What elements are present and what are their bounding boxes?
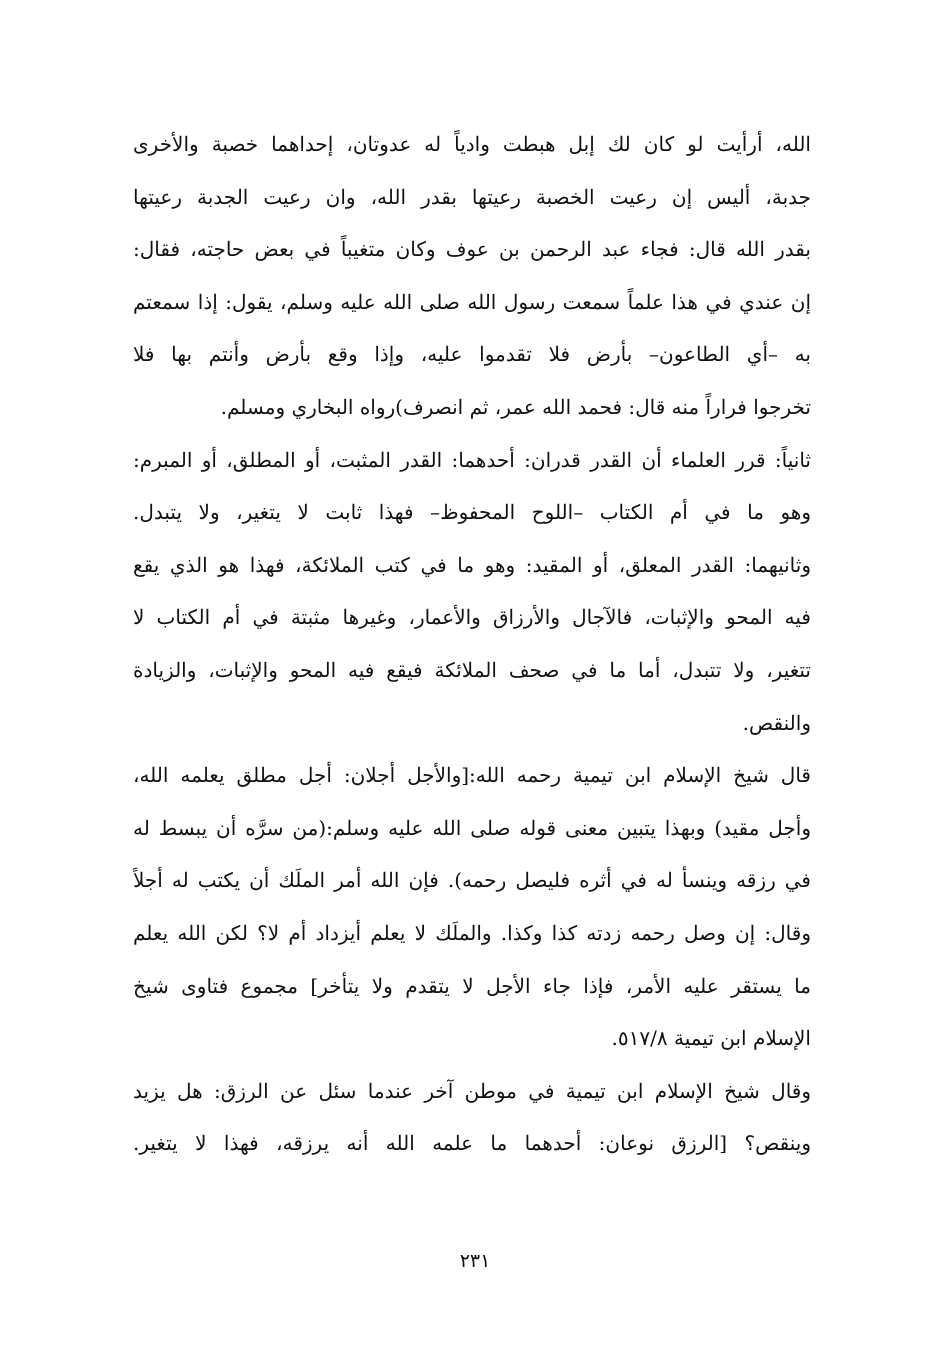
- text-line-16: وقال: إن وصل رحمه زدته كذا وكذا. والملَك لا يعلم أيزداد أم لا؟ لكن الله يعلم: [133, 920, 811, 945]
- body-text: [133, 118, 811, 1170]
- text-line-4: إن عندي في هذا علماً سمعت رسول الله صلى الله عليه وسلم، يقول: إذا سمعتم: [133, 289, 811, 314]
- text-line-1: الله، أرأيت لو كان لك إبل هبطت وادياً له عدوتان، إحداهما خصبة والأخرى: [133, 132, 811, 156]
- text-line-15: في رزقه وينسأ له في أثره فليصل رحمه). فإن الله أمر الملَك أن يكتب له أجلاً: [133, 868, 811, 893]
- text-line-2: جدبة، أليس إن رعيت الخصبة رعيتها بقدر الله، وان رعيت الجدبة رعيتها: [133, 184, 811, 209]
- text-line-3: بقدر الله قال: فجاء عبد الرحمن بن عوف وكان متغيباً في بعض حاجته، فقال:: [133, 237, 811, 262]
- text-line-13: قال شيخ الإسلام ابن تيمية رحمه الله:[والأجل أجلان: أجل مطلق يعلمه الله،: [133, 763, 811, 788]
- text-line-7: ثانياً: قرر العلماء أن القدر قدران: أحدهما: القدر المثبت، أو المطلق، أو المبرم:: [133, 447, 811, 472]
- text-line-10: فيه المحو والإثبات، فالآجال والأرزاق والأعمار، وغيرها مثبتة في أم الكتاب لا: [133, 605, 811, 630]
- text-line-19: وقال شيخ الإسلام ابن تيمية في موطن آخر عندما سئل عن الرزق: هل يزيد: [133, 1078, 811, 1103]
- text-line-9: وثانيهما: القدر المعلق، أو المقيد: وهو ما في كتب الملائكة، فهذا هو الذي يقع: [133, 552, 811, 577]
- text-line-12: والنقص.: [742, 710, 811, 735]
- text-line-18: الإسلام ابن تيمية ٥١٧/٨.: [611, 1026, 811, 1051]
- text-line-11: تتغير، ولا تتبدل، أما ما في صحف الملائكة فيقع فيه المحو والإثبات، والزيادة: [133, 657, 811, 682]
- text-line-14: وأجل مقيد) وبهذا يتبين معنى قوله صلى الله عليه وسلم:(من سرَّه أن يبسط له: [133, 815, 811, 840]
- text-line-5: به –أي الطاعون– بأرض فلا تقدموا عليه، وإذا وقع بأرض وأنتم بها فلا: [133, 342, 811, 367]
- text-line-8: وهو ما في أم الكتاب –اللوح المحفوظ– فهذا ثابت لا يتغير، ولا يتبدل.: [133, 500, 811, 525]
- page-number: ٢٣١: [459, 1250, 491, 1272]
- text-line-6: تخرجوا فراراً منه قال: فحمد الله عمر، ثم انصرف)رواه البخاري ومسلم.: [220, 394, 811, 419]
- text-line-20: وينقص؟ [الرزق نوعان: أحدهما ما علمه الله أنه يرزقه، فهذا لا يتغير.: [133, 1131, 811, 1156]
- text-line-17: ما يستقر عليه الأمر، فإذا جاء الأجل لا يتقدم ولا يتأخر] مجموع فتاوى شيخ: [133, 973, 811, 998]
